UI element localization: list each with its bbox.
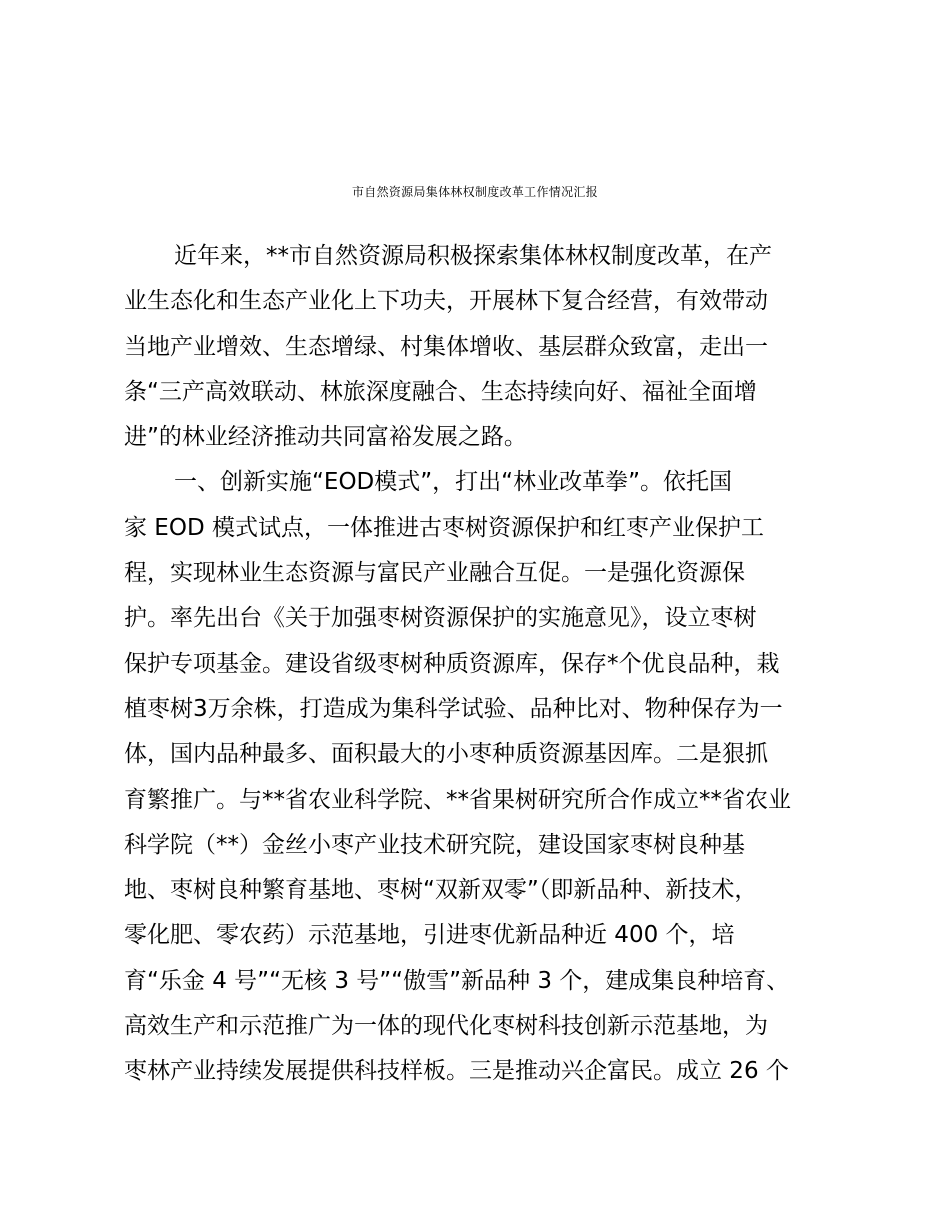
paragraph-line: 科学院（**）金丝小枣产业技术研究院，建设国家枣树良种基 — [124, 831, 745, 858]
paragraph-line: 当地产业增效、生态增绿、村集体增收、基层群众致富，走出一 — [124, 333, 768, 360]
paragraph-line: 业生态化和生态产业化上下功夫，开展林下复合经营，有效带动 — [124, 288, 768, 315]
paragraph-line: 地、枣树良种繁育基地、枣树“双新双零”（即新品种、新技术， — [124, 877, 758, 904]
paragraph-line: 枣林产业持续发展提供科技样板。三是推动兴企富民。成立 26 个 — [124, 1058, 789, 1085]
section-heading-line: 一、创新实施“EOD模式”，打出“林业改革拳”。依托国 — [174, 469, 733, 496]
paragraph-line: 家 EOD 模式试点，一体推进古枣树资源保护和红枣产业保护工 — [124, 514, 764, 541]
paragraph-line: 进”的林业经济推动共同富裕发展之路。 — [124, 424, 527, 451]
paragraph-line: 零化肥、零农药）示范基地，引进枣优新品种近 400 个，培 — [124, 922, 735, 949]
paragraph-line: 育繁推广。与**省农业科学院、**省果树研究所合作成立**省农业 — [124, 786, 791, 813]
paragraph-line: 高效生产和示范推广为一体的现代化枣树科技创新示范基地，为 — [124, 1013, 768, 1040]
paragraph-line: 植枣树3万余株，打造成为集科学试验、品种比对、物种保存为一 — [124, 695, 783, 722]
document-title: 市自然资源局集体林权制度改革工作情况汇报 — [351, 185, 598, 199]
document-body — [124, 234, 844, 1095]
paragraph-line: 程，实现林业生态资源与富民产业融合互促。一是强化资源保 — [124, 560, 745, 587]
paragraph-line: 近年来，**市自然资源局积极探索集体林权制度改革，在产 — [174, 243, 772, 269]
paragraph-line: 保护专项基金。建设省级枣树种质资源库，保存*个优良品种，栽 — [124, 650, 780, 677]
paragraph-line: 育“乐金 4 号”“无核 3 号”“傲雪”新品种 3 个，建成集良种培育、 — [124, 967, 790, 994]
paragraph-line: 条“三产高效联动、林旅深度融合、生态持续向好、福祉全面增 — [124, 378, 757, 405]
paragraph-line: 体，国内品种最多、面积最大的小枣种质资源基因库。二是狠抓 — [124, 741, 768, 768]
paragraph-line: 护。率先出台《关于加强枣树资源保护的实施意见》，设立枣树 — [124, 605, 757, 632]
